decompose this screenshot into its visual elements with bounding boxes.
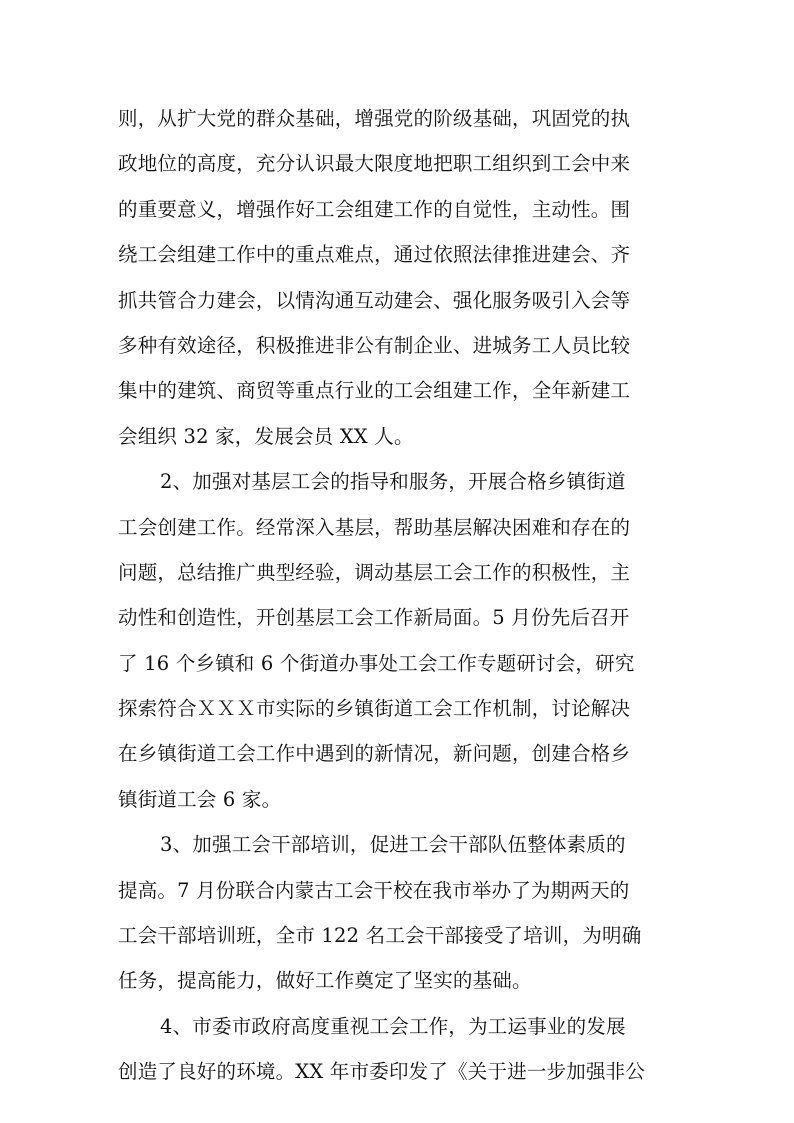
text-line: 绕工会组建工作中的重点难点，通过依照法律推进建会、齐: [118, 243, 631, 267]
text-line: 在乡镇街道工会工作中遇到的新情况，新问题，创建合格乡: [118, 742, 631, 766]
text-line: 创造了良好的环境。XX 年市委印发了《关于进一步加强非公: [118, 1060, 646, 1084]
text-line: 了 16 个乡镇和 6 个街道办事处工会工作专题研讨会，研究: [118, 651, 635, 675]
text-line: 政地位的高度，充分认识最大限度地把职工组织到工会中来: [118, 152, 631, 176]
text-line: 集中的建筑、商贸等重点行业的工会组建工作，全年新建工: [118, 379, 631, 403]
text-line: 探索符合ＸＸＸ市实际的乡镇街道工会工作机制，讨论解决: [118, 697, 631, 721]
text-line: 会组织 32 家，发展会员 XX 人。: [118, 424, 414, 448]
text-line: 抓共管合力建会，以情沟通互动建会、强化服务吸引入会等: [118, 288, 631, 312]
text-line: 提高。7 月份联合内蒙古工会干校在我市举办了为期两天的: [118, 878, 630, 902]
text-line: 任务，提高能力，做好工作奠定了坚实的基础。: [118, 969, 532, 993]
text-line: 动性和创造性，开创基层工会工作新局面。5 月份先后召开: [118, 606, 630, 630]
text-line: 工会干部培训班，全市 122 名工会干部接受了培训，为明确: [118, 924, 642, 948]
paragraph-first-line: 2、加强对基层工会的指导和服务，开展合格乡镇街道: [160, 470, 626, 494]
text-line: 问题，总结推广典型经验，调动基层工会工作的积极性，主: [118, 560, 631, 584]
body-text: [118, 96, 678, 1095]
text-line: 则，从扩大党的群众基础，增强党的阶级基础，巩固党的执: [118, 107, 631, 130]
paragraph-first-line: 3、加强工会干部培训，促进工会干部队伍整体素质的: [160, 833, 626, 857]
text-line: 的重要意义，增强作好工会组建工作的自觉性，主动性。围: [118, 197, 631, 221]
text-line: 镇街道工会 6 家。: [118, 787, 282, 811]
paragraph-first-line: 4、市委市政府高度重视工会工作，为工运事业的发展: [160, 1014, 626, 1038]
text-line: 多种有效途径，积极推进非公有制企业、进城务工人员比较: [118, 333, 631, 357]
text-line: 工会创建工作。经常深入基层，帮助基层解决困难和存在的: [118, 515, 631, 539]
